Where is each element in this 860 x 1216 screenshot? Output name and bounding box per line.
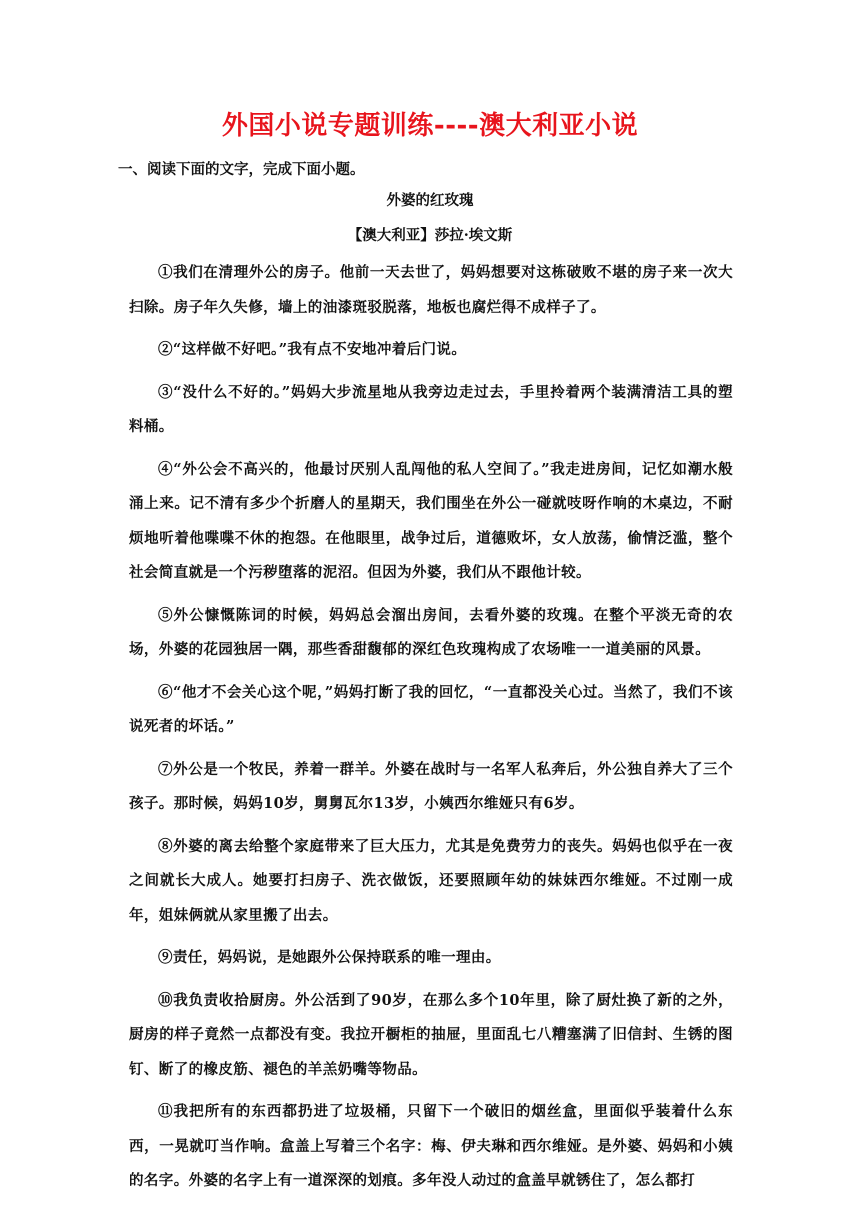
document-title: 外国小说专题训练----澳大利亚小说 — [221, 111, 639, 141]
paragraph-7: ⑦外公是一个牧民，养着一群羊。外婆在战时与一名军人私奔后，外公独自养大了三个孩子。那时候，妈妈10岁，舅舅瓦尔13岁，小姨西尔维娅只有6岁。 — [129, 760, 733, 812]
paragraph-5: ⑤外公慷慨陈词的时候，妈妈总会溜出房间，去看外婆的玫瑰。在整个平淡无奇的农场，外婆的花园独居一隅，那些香甜馥郁的深红色玫瑰构成了农场唯一一道美丽的风景。 — [129, 606, 733, 658]
paragraph-10: ⑩我负责收拾厨房。外公活到了90岁，在那么多个10年里，除了厨灶换了新的之外，厨房的样子竟然一点都没有变。我拉开橱柜的抽屉，里面乱七八糟塞满了旧信封、生锈的图钉、断了的橡皮筋、褪色的羊羔奶嘴等物品。 — [129, 991, 733, 1078]
author-byline: 【澳大利亚】莎拉·埃文斯 — [347, 227, 513, 244]
paragraph-4: ④“外公会不高兴的，他最讨厌别人乱闯他的私人空间了。”我走进房间，记忆如潮水般涌上来。记不清有多少个折磨人的星期天，我们围坐在外公一碰就吱呀作响的木桌边，不耐烦地听着他喋喋不休的抱怨。在他眼里，战争过后，道德败坏，女人放荡，偷情泛滥，整个社会简直就是一个污秽堕落的泥沼。但因为外婆，我们从不跟他计较。 — [129, 460, 733, 581]
story-body — [129, 256, 733, 1207]
paragraph-6: ⑥“他才不会关心这个呢，”妈妈打断了我的回忆，“一直都没关心过。当然了，我们不该说死者的坏话。” — [129, 683, 733, 735]
story-title: 外婆的红玫瑰 — [386, 192, 474, 209]
paragraph-1: ①我们在清理外公的房子。他前一天去世了，妈妈想要对这栋破败不堪的房子来一次大扫除。房子年久失修，墙上的油漆斑驳脱落，地板也腐烂得不成样子了。 — [129, 264, 733, 316]
paragraph-8: ⑧外婆的离去给整个家庭带来了巨大压力，尤其是免费劳力的丧失。妈妈也似乎在一夜之间就长大成人。她要打扫房子、洗衣做饭，还要照顾年幼的妹妹西尔维娅。不过刚一成年，姐妹俩就从家里搬了出去。 — [129, 837, 733, 924]
paragraph-2: ②“这样做不好吧。”我有点不安地冲着后门说。 — [158, 341, 467, 358]
section-heading: 一、阅读下面的文字，完成下面小题。 — [118, 161, 365, 178]
paragraph-11: ⑪我把所有的东西都扔进了垃圾桶，只留下一个破旧的烟丝盒，里面似乎装着什么东西，一晃就叮当作响。盒盖上写着三个名字：梅、伊夫琳和西尔维娅。是外婆、妈妈和小姨的名字。外婆的名字上有一道深深的划痕。多年没人动过的盒盖早就锈住了，怎么都打 — [129, 1103, 733, 1189]
paragraph-3: ③“没什么不好的。”妈妈大步流星地从我旁边走过去，手里拎着两个装满清洁工具的塑料桶。 — [129, 383, 733, 435]
paragraph-9: ⑨责任，妈妈说，是她跟外公保持联系的唯一理由。 — [158, 949, 501, 966]
